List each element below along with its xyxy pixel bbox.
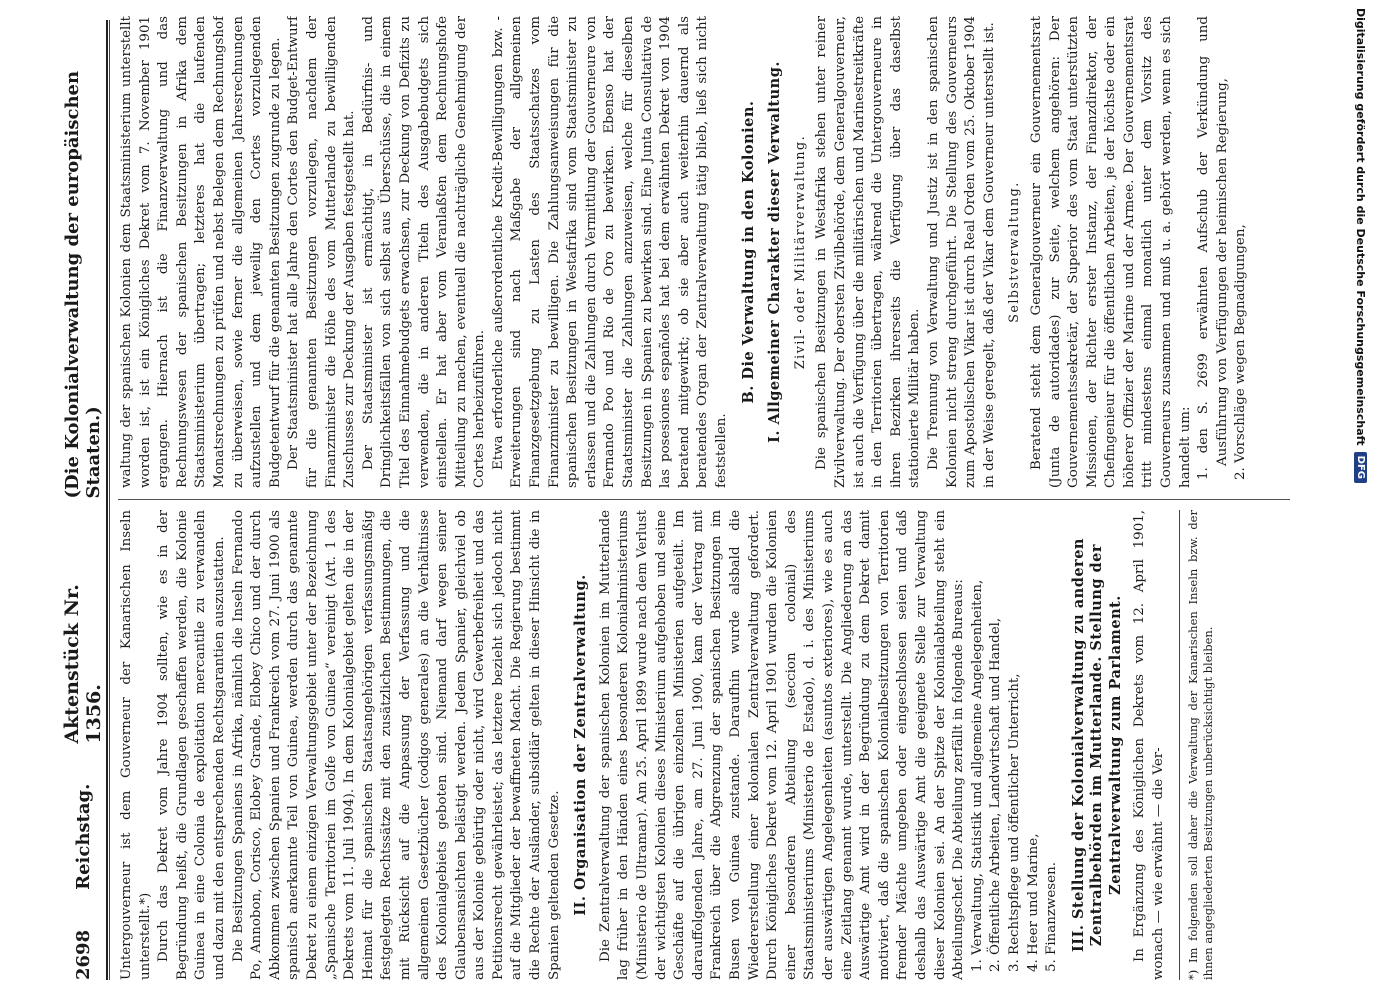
section-heading-III: III. Stellung der Kolonialverwaltung zu anderen Zentralbehörden im Mutterlande. Stellung der Zentralverwaltung zum Parlament. xyxy=(1069,538,1124,952)
section-heading-I: I. Allgemeiner Charakter dieser Verwaltung. xyxy=(766,61,784,443)
budget-paragraph: Der Staatsminister hat alle Jahre den Cortes den Budget-Entwurf für die genannten Besitzungen vorzulegen, nachdem der Finanzminister die Höhe des vom Mutterlande zu bewilligenden Zuschusses zur Deckung der Ausgaben festgestellt hat. xyxy=(286,16,358,488)
document-title: Aktenstück Nr. 1356. xyxy=(61,584,105,744)
digitization-text: Digitalisierung gefördert durch die Deutsche Forschungsgemeinschaft xyxy=(1354,8,1368,446)
section-heading-B: B. Die Verwaltung in den Kolonien. xyxy=(739,100,757,404)
subheading-self-government: Selbstverwaltung. xyxy=(1006,181,1022,323)
digitization-note xyxy=(1352,8,1370,998)
page-number: 2698 xyxy=(72,929,94,980)
dfg-logo: DFG xyxy=(1355,452,1368,483)
separation-paragraph: Die Trennung von Verwaltung und Justiz ist in den spanischen Kolonien nicht streng durchgeführt. Die Stellung des Gouverneurs zum Apostolischen Vikar ist durch Real Orden vom 25. Oktober 1904 in der Weise geregelt, daß der Vikar dem Gouverneur unterstellt ist. xyxy=(925,16,997,488)
central-admin-paragraph: Die Zentralverwaltung der spanischen Kolonien im Mutterlande lag früher in den Händen eines besonderen Kolonialministeriums (Ministerio de Ultramar). Am 25. April 1899 wurde nach dem Verlust der wichtigsten Kolonien dieses Ministerium aufgehoben und seine Geschäfte auf die übrigen einzelnen Ministerien aufgeteilt. Im darauffolgenden Jahre, am 27. Juni 1900, kam der Vertrag mit Frankreich über die Abgrenzung der spanischen Besitzungen im Busen von Guinea zustande. Daraufhin wurde alsbald die Wiedererstellung einer kolonialen Zentralverwaltung gefordert. Durch Königliches Dekret vom 12. April 1901 wurden die Kolonien einer besonderen Abteilung (seccion colonial) des Staatsministeriums (Ministerio de Estado), d. i. des Ministeriums der auswärtigen Angelegenheiten (asuntos exteriores), wie es auch eine Zeitlang genannt wurde, unterstellt. Die Angliederung an das Auswärtige Amt wird in der Begründung zu dem Dekret damit motiviert, daß die spanischen Kolonialbesitzungen von Territorien fremder Mächte umgeben oder eingeschlossen seien und daß deshalb das Auswärtige Amt die geeignete Stelle zur Verwaltung dieser Kolonien sei. An der Spitze der Kolonialabteilung steht ein Abteilungschef. Die Abteilung zerfällt in folgende Bureaus: xyxy=(597,510,967,980)
header-topic: (Die Kolonialverwaltung der europäischen Staaten.) xyxy=(62,70,104,499)
left-column xyxy=(118,510,1290,980)
council-paragraph: Beratend steht dem Generalgouverneur ein Gouvernementsrat (Junta de autoridades) zur Seite, welchem angehören: Der Gouvernementssekretär, der Superior des vom Staat unterstützten Missionen, der Richter erster Instanz, der Finanzdirektor, der Chefingenieur für die öffentlichen Arbeiten, je der höchste oder ein höherer Offizier der Marine und der Armee. Der Gouvernementsrat tritt mindestens einmal monatlich unter dem Vorsitz des Gouverneurs zusammen und muß u. a. gehört werden, wenn es sich handelt um: xyxy=(1028,16,1193,488)
list-item: 1. Verwaltung, Statistik und allgemeine Angelegenheiten, xyxy=(969,579,985,972)
civil-paragraph: Die spanischen Besitzungen in Westafrika stehen unter reiner Zivilverwaltung. Der obersten Zivilbehörde, dem Generalgouverneur, ist auch die Verfügung über die militärischen und Marinestreitkräfte in den Territorien übertragen, während die Untergouverneure in ihren Bezirken ihrerseits die Verfügung über das daselbst stationierte Militär haben. xyxy=(814,16,923,488)
credits-paragraph: Etwa erforderliche außerordentliche Kredit-Bewilligungen bzw. -Erweiterungen sind nach Maßgabe der allgemeinen Finanzgesetzgebung zu Lasten des Staatsschatzes vom Finanzminister zu bewilligen. Die Zahlungsanweisungen für die spanischen Besitzungen in Westafrika sind vom Staatsminister zu erlassen und die Zahlungen durch Vermittlung der Gouverneure von Fernando Poo und Rio de Oro zu bewirken. Ebenso hat der Staatsminister die Zahlungen anzuweisen, welche für dieselben Besitzungen in Spanien zu bewirken sind. Eine Junta Consultativa de las posesiones españoles hat bei dem erwähnten Dekret von 1904 beratend mitgewirkt; ob sie aber auch weiterhin dauernd als beratendes Organ der Zentralverwaltung tätig blieb, ließ sich nicht feststellen. xyxy=(490,16,729,488)
list-item: 2. Vorschläge wegen Begnadigungen, xyxy=(1233,224,1249,480)
document-page xyxy=(60,0,1300,1000)
authorization-paragraph: Der Staatsminister ist ermächtigt, in Bedürfnis- und Dringlichkeitsfällen von sich selbst aus Überschüsse, die in einem Titel des Einnahmebudgets erwachsen, zur Deckung von Defizits zu verwenden, die in anderen Titeln des Ausgabebudgets sich einstellen. Er hat aber vom Veranlaßten dem Rechnungshofe Mitteilung zu machen, eventuell die nachträgliche Genehmigung der Cortes herbeizuführen. xyxy=(360,16,488,488)
list-item: 4. Heer und Marine, xyxy=(1025,833,1041,972)
header-left-title: Reichstag. xyxy=(72,783,94,890)
list-item: 2. Öffentliche Arbeiten, Landwirtschaft und Handel, xyxy=(988,617,1004,972)
list-item: 5. Finanzwesen. xyxy=(1044,862,1060,972)
page-header xyxy=(60,20,108,980)
right-column xyxy=(118,16,1290,488)
continuation-paragraph: waltung der spanischen Kolonien dem Staatsministerium unterstellt worden ist, ist ein Königliches Dekret vom 7. November 1901 ergangen. Hiernach ist die Finanzverwaltung und das Rechnungswesen der spanischen Besitzungen in Afrika dem Staatsministerium übertragen; letzteres hat die laufenden Monatsrechnungen zu prüfen und nebst Belegen dem Rechnungshof zu überweisen, sowie ferner die allgemeinen Jahresrechnungen aufzustellen und dem jeweilig den Cortes vorzulegenden Budgetentwurf für die genannten Besitzungen zugrunde zu legen. xyxy=(119,16,283,488)
list-item: 1. den S. 2699 erwähnten Aufschub der Verkündung und Ausführung von Verfügungen der heimischen Regierung, xyxy=(1196,16,1230,480)
subheading-civil: Zivil- oder Militärverwaltung. xyxy=(791,134,807,370)
header-rule xyxy=(109,20,110,980)
footnote: *) Im folgenden soll daher die Verwaltung der Kanarischen Inseln bzw. der ihnen angegliederten Besitzungen unberücksichtigt bleiben. xyxy=(1179,510,1216,980)
list-item: 3. Rechtspflege und öffentlicher Unterricht, xyxy=(1006,673,1022,972)
council-items xyxy=(1195,16,1251,488)
decree-paragraph: Durch das Dekret vom Jahre 1904 sollten, wie es in der Begründung heißt, die Grundlagen geschaffen werden, die Kolonie Guinea in eine Colonia de exploitation mercantile zu verwandeln und dazu mit den entsprechenden Rechtsgarantien auszustatten. xyxy=(156,510,227,980)
section-heading-II: II. Organisation der Zentralverwaltung. xyxy=(572,574,590,916)
possessions-paragraph: Die Besitzungen Spaniens in Afrika, nämlich die Inseln Fernando Po, Annobon, Corisco, Elobey Grande, Elobey Chico und der durch Abkommen zwischen Spanien und Frankreich vom 27. Juni 1900 als spanisch anerkannte Teil von Guinea, werden durch das genannte Dekret zu einem einzigen Verwaltungsgebiet unter der Bezeichnung „Spanische Territorien im Golfe von Guinea“ vereinigt (Art. 1 des Dekrets vom 11. Juli 1904). In dem Kolonialgebiet gelten die in der Heimat für die spanischen Staatsangehörigen verfassungsmäßig festgelegten Rechtssätze mit den zusätzlichen Bestimmungen, die mit Rücksicht auf die Anpassung der Verfassung und die allgemeinen Gesetzbücher (codigos generales) an die Verhältnisse des Kolonialgebiets geboten sind. Niemand darf wegen seiner Glaubensansichten belästigt werden. Jedem Spanier, gleichviel ob aus der Kolonie gebürtig oder nicht, wird Gewerbefreiheit und das Petitionsrecht gewährleistet; das letztere bezieht sich jedoch nicht auf die Mitglieder der bewaffneten Macht. Die Regierung bestimmt die Rechte der Ausländer, subsidiär gelten in dieser Hinsicht die in Spanien geltenden Gesetze. xyxy=(230,510,562,980)
bureau-list xyxy=(969,510,1062,980)
intro-paragraph: Untergouverneur ist dem Gouverneur der Kanarischen Inseln unterstellt.*) xyxy=(119,510,153,980)
column-divider xyxy=(118,499,1290,500)
supplement-paragraph: In Ergänzung des Königlichen Dekrets vom 12. April 1901, wonach — wie erwähnt — die Ver- xyxy=(1132,510,1167,980)
